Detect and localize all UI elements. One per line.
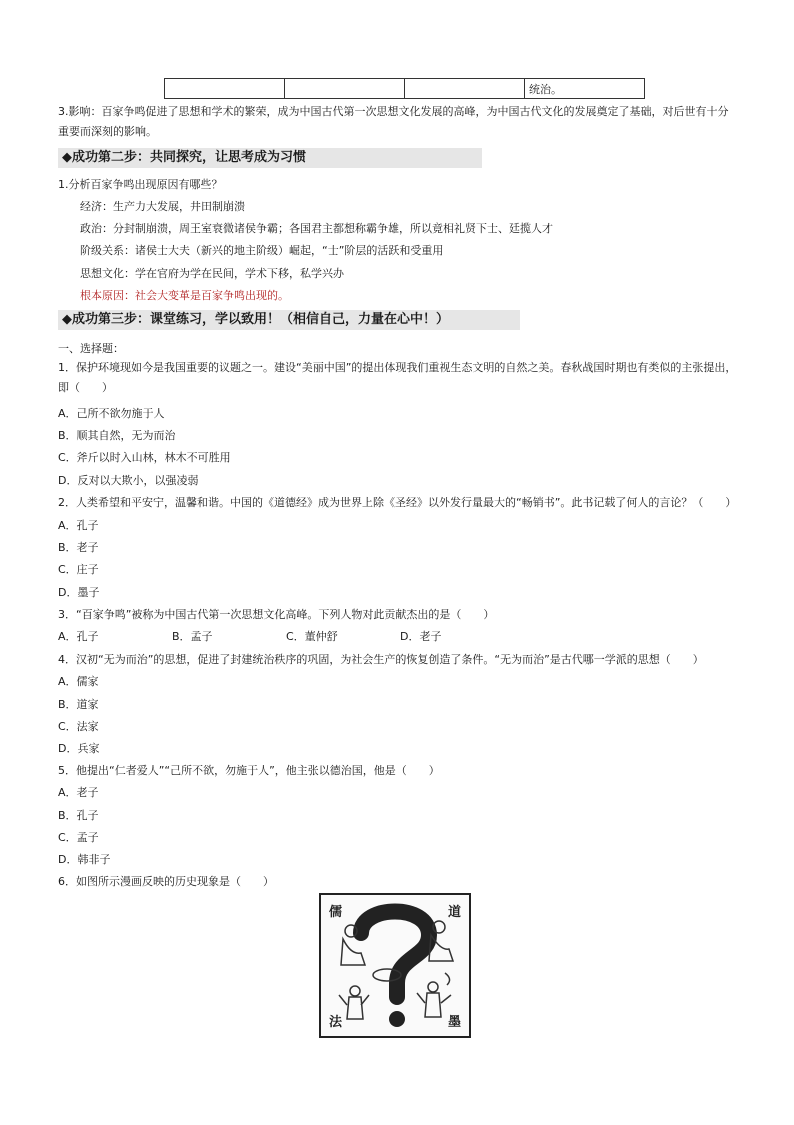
question-3-option-c: C．董仲舒 bbox=[286, 630, 338, 643]
table-cell: 统治。 bbox=[525, 79, 645, 99]
question-2-option-d: D．墨子 bbox=[58, 586, 100, 599]
question-3-option-d: D．老子 bbox=[400, 630, 442, 643]
section-title: 一、选择题： bbox=[58, 342, 124, 355]
cause-economy: 经济：生产力大发展，井田制崩溃 bbox=[80, 200, 245, 213]
question-5-option-b: B．孔子 bbox=[58, 809, 99, 822]
question-2-option-c: C．庄子 bbox=[58, 563, 99, 576]
step2-question: 1.分析百家争鸣出现原因有哪些？ bbox=[58, 178, 223, 191]
label-mohist: 墨 bbox=[447, 1015, 461, 1030]
question-5-option-a: A．老子 bbox=[58, 786, 99, 799]
step2-heading: ◆成功第二步：共同探究，让思考成为习惯 bbox=[58, 148, 482, 168]
question-5-option-c: C．孟子 bbox=[58, 831, 99, 844]
cause-culture: 思想文化：学在官府为学在民间，学术下移，私学兴办 bbox=[80, 267, 344, 280]
question-1-option-d: D．反对以大欺小，以强凌弱 bbox=[58, 474, 199, 487]
question-1-option-b: B．顺其自然，无为而治 bbox=[58, 429, 176, 442]
question-4-option-b: B．道家 bbox=[58, 698, 99, 711]
cartoon-image bbox=[319, 893, 471, 1038]
question-3-options bbox=[58, 629, 514, 644]
question-4-option-c: C．法家 bbox=[58, 720, 99, 733]
question-5-option-d: D．韩非子 bbox=[58, 853, 111, 866]
cause-class: 阶级关系：诸侯士大夫（新兴的地主阶级）崛起，“士”阶层的活跃和受重用 bbox=[80, 244, 444, 257]
question-4-option-d: D．兵家 bbox=[58, 742, 100, 755]
table-cell bbox=[285, 79, 405, 99]
question-4-stem: 4．汉初“无为而治”的思想，促进了封建统治秩序的巩固，为社会生产的恢复创造了条件。“无为而治”是古代哪一学派的思想（ ） bbox=[58, 653, 704, 666]
question-5-stem: 5．他提出“仁者爱人”“己所不欲，勿施于人”，他主张以德治国，他是（ ） bbox=[58, 764, 440, 777]
question-1-option-a: A．己所不欲勿施于人 bbox=[58, 407, 165, 420]
question-2-stem: 2．人类希望和平安宁，温馨和谐。中国的《道德经》成为世界上除《圣经》以外发行量最大的“畅销书”。此书记载了何人的言论？（ ） bbox=[58, 496, 737, 509]
impact-paragraph: 3.影响：百家争鸣促进了思想和学术的繁荣，成为中国古代第一次思想文化发展的高峰，为中国古代文化的发展奠定了基础，对后世有十分重要而深刻的影响。 bbox=[58, 105, 729, 138]
summary-table-fragment bbox=[164, 78, 645, 99]
question-3-option-b: B．孟子 bbox=[172, 630, 213, 643]
cause-politics: 政治：分封制崩溃，周王室衰微诸侯争霸；各国君主都想称霸争雄，所以竟相礼贤下士、廷揽人才 bbox=[80, 222, 553, 235]
cartoon-drawing bbox=[321, 895, 469, 1036]
label-daoist: 道 bbox=[447, 905, 461, 920]
question-1-stem: 1．保护环境现如今是我国重要的议题之一。建设“美丽中国”的提出体现我们重视生态文明的自然之美。春秋战国时期也有类似的主张提出，即（ ） bbox=[58, 361, 737, 394]
table-cell bbox=[165, 79, 285, 99]
label-confucian: 儒 bbox=[329, 905, 343, 920]
root-cause: 根本原因：社会大变革是百家争鸣出现的。 bbox=[80, 289, 289, 302]
question-3-stem: 3．“百家争鸣”被称为中国古代第一次思想文化高峰。下列人物对此贡献杰出的是（ ） bbox=[58, 608, 495, 621]
table-row bbox=[165, 79, 645, 99]
question-6-stem: 6．如图所示漫画反映的历史现象是（ ） bbox=[58, 875, 274, 888]
step3-heading: ◆成功第三步：课堂练习，学以致用！（相信自己，力量在心中！） bbox=[58, 310, 520, 330]
table-cell bbox=[405, 79, 525, 99]
label-legalist: 法 bbox=[329, 1015, 343, 1030]
question-4-option-a: A．儒家 bbox=[58, 675, 99, 688]
question-3-option-a: A．孔子 bbox=[58, 630, 99, 643]
question-2-option-a: A．孔子 bbox=[58, 519, 99, 532]
question-2-option-b: B．老子 bbox=[58, 541, 99, 554]
question-1-option-c: C．斧斤以时入山林，林木不可胜用 bbox=[58, 451, 231, 464]
